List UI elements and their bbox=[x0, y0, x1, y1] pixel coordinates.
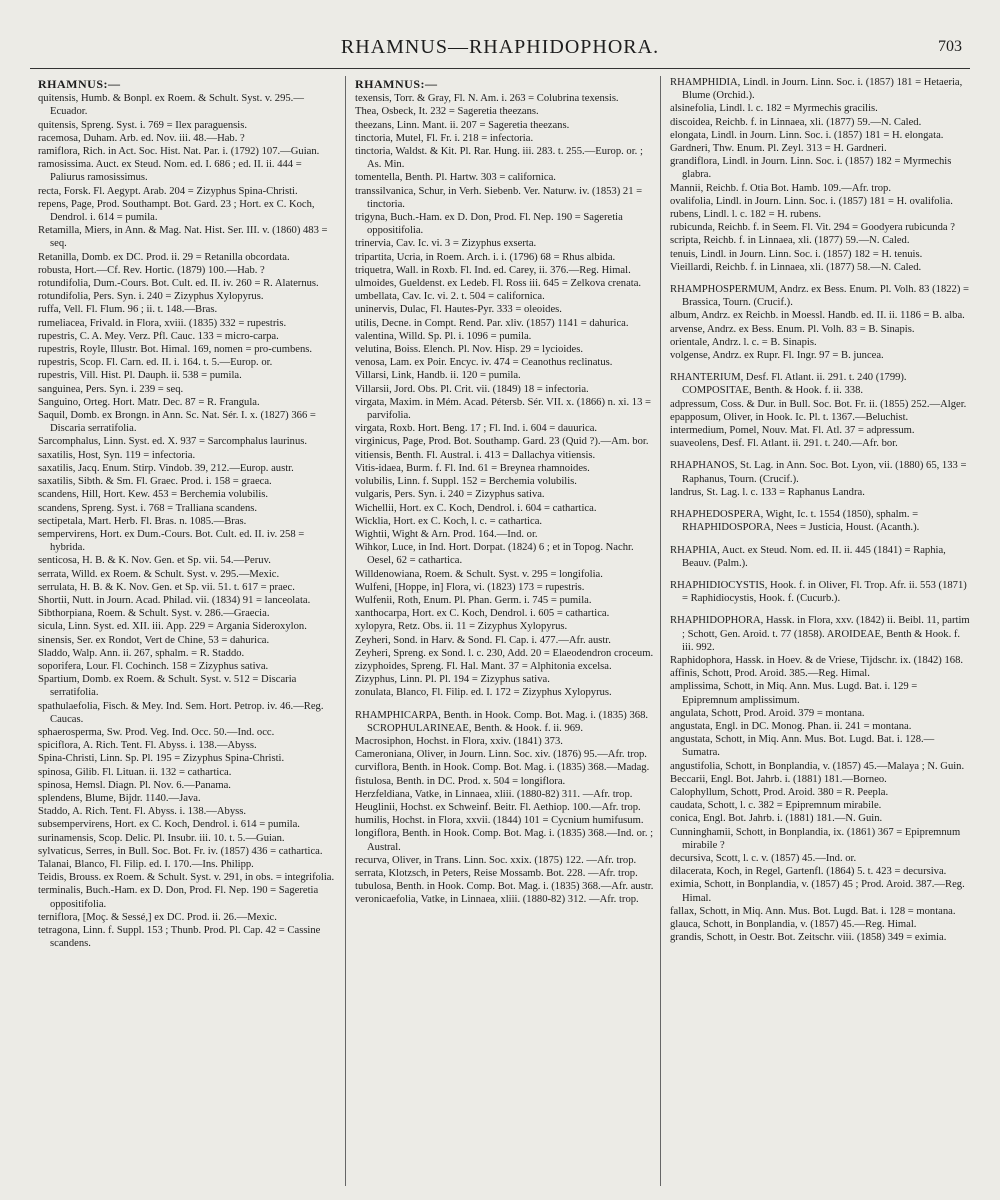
index-entry: affinis, Schott, Prod. Aroid. 385.—Reg. Himal. bbox=[670, 668, 870, 680]
index-entry: RHAMPHIDIA, Lindl. in Journ. Linn. Soc. i. (1857) 181 = Hetaeria, Blume (Orchid.). bbox=[670, 77, 963, 102]
index-entry: sylvaticus, Serres, in Bull. Soc. Bot. Fr. iv. (1857) 436 = cathartica. bbox=[38, 845, 323, 857]
index-entry: Sibthorpiana, Roem. & Schult. Syst. v. 286.—Graecia. bbox=[38, 608, 270, 620]
index-entry: RHAPHIDIOCYSTIS, Hook. f. in Oliver, Fl. Trop. Afr. ii. 553 (1871) = Raphidiocystis, Hook. f. (Cucurb.). bbox=[670, 579, 967, 605]
index-entry: Mannii, Reichb. f. Otia Bot. Hamb. 109.—Afr. trop. bbox=[670, 182, 891, 194]
index-entry: sicula, Linn. Syst. ed. XII. iii. App. 229 = Argania Sideroxylon. bbox=[38, 621, 307, 633]
index-entry: saxatilis, Host, Syn. 119 = infectoria. bbox=[38, 449, 196, 461]
index-entry: Calophyllum, Schott, Prod. Aroid. 380 = R. Peepla. bbox=[670, 786, 889, 798]
index-entry: elongata, Lindl. in Journ. Linn. Soc. i. (1857) 181 = H. elongata. bbox=[670, 129, 944, 141]
index-entry: album, Andrz. ex Reichb. in Moessl. Handb. ed. II. ii. 1186 = B. alba. bbox=[670, 310, 965, 322]
index-entry: Willdenowiana, Roem. & Schult. Syst. v. 295 = longifolia. bbox=[355, 568, 603, 580]
index-entry: serrulata, H. B. & K. Nov. Gen. et Sp. vii. 51. t. 617 = praec. bbox=[38, 581, 295, 593]
page-number: 703 bbox=[938, 38, 962, 55]
index-entry: orientale, Andrz. l. c. = B. Sinapis. bbox=[670, 336, 817, 348]
index-entry: utilis, Decne. in Compt. Rend. Par. xliv. (1857) 1141 = dahurica. bbox=[355, 317, 629, 329]
index-entry: rumeliacea, Frivald. in Flora, xviii. (1835) 332 = rupestris. bbox=[38, 317, 287, 329]
index-entry: scandens, Spreng. Syst. i. 768 = Tralliana scandens. bbox=[38, 502, 258, 514]
section-heading: RHAMNUS:— bbox=[38, 77, 121, 91]
index-entry: zonulata, Blanco, Fl. Filip. ed. I. 172 = Zizyphus Xylopyrus. bbox=[355, 687, 612, 699]
index-entry: terminalis, Buch.-Ham. ex D. Don, Prod. Fl. Nep. 190 = Sageretia oppositifolia. bbox=[38, 885, 319, 910]
index-entry: vulgaris, Pers. Syn. i. 240 = Zizyphus sativa. bbox=[355, 489, 545, 501]
index-entry: splendens, Blume, Bijdr. 1140.—Java. bbox=[38, 792, 201, 804]
index-entry: texensis, Torr. & Gray, Fl. N. Am. i. 263 = Colubrina texensis. bbox=[355, 93, 619, 105]
index-entry: spinosa, Gilib. Fl. Lituan. ii. 132 = cathartica. bbox=[38, 766, 232, 778]
index-entry: saxatilis, Jacq. Enum. Stirp. Vindob. 39, 212.—Europ. austr. bbox=[38, 462, 294, 474]
index-entry: grandis, Schott, in Oestr. Bot. Zeitschr. viii. (1858) 349 = eximia. bbox=[670, 932, 947, 944]
index-entry: Sarcomphalus, Linn. Syst. ed. X. 937 = Sarcomphalus laurinus. bbox=[38, 436, 308, 448]
index-entry: Gardneri, Thw. Enum. Pl. Zeyl. 313 = H. Gardneri. bbox=[670, 143, 887, 155]
index-entry: sinensis, Ser. ex Rondot, Vert de Chine, 53 = dahurica. bbox=[38, 634, 270, 646]
index-entry: ramiflora, Rich. in Act. Soc. Hist. Nat. Par. i. (1792) 107.—Guian. bbox=[38, 146, 320, 158]
index-entry: rubens, Lindl. l. c. 182 = H. rubens. bbox=[670, 209, 822, 221]
index-entry: recurva, Oliver, in Trans. Linn. Soc. xxix. (1875) 122. —Afr. trop. bbox=[355, 854, 637, 866]
index-entry: angustata, Schott, in Miq. Ann. Mus. Bot. Lugd. Bat. i. 128.—Sumatra. bbox=[670, 734, 935, 759]
header-rule bbox=[30, 68, 970, 69]
index-entry: Vitis-idaea, Burm. f. Fl. Ind. 61 = Breynea rhamnoides. bbox=[355, 462, 590, 474]
index-entry: volubilis, Linn. f. Suppl. 152 = Berchemia volubilis. bbox=[355, 476, 577, 488]
index-entry: caudata, Schott, l. c. 382 = Epipremnum mirabile. bbox=[670, 800, 882, 812]
index-entry: Retamilla, Miers, in Ann. & Mag. Nat. Hist. Ser. III. v. (1860) 483 = seq. bbox=[38, 225, 328, 250]
index-entry: xanthocarpa, Hort. ex C. Koch, Dendrol. i. 605 = cathartica. bbox=[355, 608, 610, 620]
index-entry: sphaerosperma, Sw. Prod. Veg. Ind. Occ. 50.—Ind. occ. bbox=[38, 726, 275, 738]
index-entry: valentina, Willd. Sp. Pl. i. 1096 = pumila. bbox=[355, 330, 532, 342]
index-entry: angustata, Engl. in DC. Monog. Phan. ii. 241 = montana. bbox=[670, 720, 912, 732]
index-entry: virgata, Roxb. Hort. Beng. 17 ; Fl. Ind. i. 604 = dauurica. bbox=[355, 423, 598, 435]
index-entry: scripta, Reichb. f. in Linnaea, xli. (1877) 59.—N. Caled. bbox=[670, 235, 910, 247]
index-entry: Saquil, Domb. ex Brongn. in Ann. Sc. Nat. Sér. I. x. (1827) 366 = Discaria serratifolia. bbox=[38, 410, 316, 435]
index-entry: Villarsii, Jord. Obs. Pl. Crit. vii. (1849) 18 = infectoria. bbox=[355, 383, 589, 395]
index-entry: saxatilis, Sibth. & Sm. Fl. Graec. Prod. i. 158 = graeca. bbox=[38, 476, 272, 488]
index-entry: arvense, Andrz. ex Bess. Enum. Pl. Volh. 83 = B. Sinapis. bbox=[670, 323, 915, 335]
index-entry: surinamensis, Scop. Delic. Pl. Insubr. iii. 10. t. 5.—Guian. bbox=[38, 832, 285, 844]
index-entry: Wulfenii, Roth, Enum. Pl. Phan. Germ. i. 745 = pumila. bbox=[355, 594, 592, 606]
index-entry: Wightii, Wight & Arn. Prod. 164.—Ind. or. bbox=[355, 528, 538, 540]
column-left bbox=[38, 76, 338, 1188]
index-entry: intermedium, Pomel, Nouv. Mat. Fl. Atl. 37 = adpressum. bbox=[670, 425, 915, 437]
index-entry: rotundifolia, Dum.-Cours. Bot. Cult. ed. II. iv. 260 = R. Alaternus. bbox=[38, 278, 319, 290]
index-entry: spiciflora, A. Rich. Tent. Fl. Abyss. i. 138.—Abyss. bbox=[38, 740, 257, 752]
index-entry: theezans, Linn. Mant. ii. 207 = Sageretia theezans. bbox=[355, 119, 570, 131]
index-entry: grandiflora, Lindl. in Journ. Linn. Soc. i. (1857) 182 = Myrmechis glabra. bbox=[670, 156, 952, 181]
index-entry: Spina-Christi, Linn. Sp. Pl. 195 = Zizyphus Spina-Christi. bbox=[38, 753, 285, 765]
index-entry: Zeyheri, Spreng. ex Sond. l. c. 230, Add. 20 = Elaeodendron croceum. bbox=[355, 647, 654, 659]
index-entry: zizyphoides, Spreng. Fl. Hal. Mant. 37 = Alphitonia excelsa. bbox=[355, 660, 612, 672]
index-entry: humilis, Hochst. in Flora, xxvii. (1844) 101 = Cycnium humifusum. bbox=[355, 815, 644, 827]
index-entry: tripartita, Ucria, in Roem. Arch. i. i. (1796) 68 = Rhus albida. bbox=[355, 251, 616, 263]
index-entry: Cameroniana, Oliver, in Journ. Linn. Soc. xiv. (1876) 95.—Afr. trop. bbox=[355, 749, 647, 761]
index-entry: rupestris, C. A. Mey. Verz. Pfl. Cauc. 133 = micro-carpa. bbox=[38, 330, 279, 342]
index-entry: rubicunda, Reichb. f. in Seem. Fl. Vit. 294 = Goodyera rubicunda ? bbox=[670, 222, 955, 234]
index-entry: recta, Forsk. Fl. Aegypt. Arab. 204 = Zizyphus Spina-Christi. bbox=[38, 185, 298, 197]
index-entry: repens, Page, Prod. Southampt. Bot. Gard. 23 ; Hort. ex C. Koch, Dendrol. i. 614 = pumila. bbox=[38, 198, 315, 224]
index-entry: volgense, Andrz. ex Rupr. Fl. Ingr. 97 = B. juncea. bbox=[670, 350, 884, 362]
column-middle bbox=[355, 76, 655, 1188]
index-entry: Spartium, Domb. ex Roem. & Schult. Syst. v. 512 = Discaria serratifolia. bbox=[38, 674, 297, 699]
index-entry: umbellata, Cav. Ic. vi. 2. t. 504 = californica. bbox=[355, 291, 545, 303]
index-entry: soporifera, Lour. Fl. Cochinch. 158 = Zizyphus sativa. bbox=[38, 660, 269, 672]
index-entry: fistulosa, Benth. in DC. Prod. x. 504 = longiflora. bbox=[355, 775, 566, 787]
index-entry: spathulaefolia, Fisch. & Mey. Ind. Sem. Hort. Petrop. iv. 46.—Reg. Caucas. bbox=[38, 700, 324, 725]
index-entry: veronicaefolia, Vatke, in Linnaea, xliii. (1880-82) 312. —Afr. trop. bbox=[355, 894, 639, 906]
index-entry: Wicklia, Hort. ex C. Koch, l. c. = cathartica. bbox=[355, 515, 543, 527]
index-entry: Sanguino, Orteg. Hort. Matr. Dec. 87 = R. Frangula. bbox=[38, 396, 260, 408]
index-entry: dilacerata, Koch, in Regel, Gartenfl. (1864) 5. t. 423 = decursiva. bbox=[670, 866, 947, 878]
index-entry: trinervia, Cav. Ic. vi. 3 = Zizyphus exserta. bbox=[355, 238, 537, 250]
index-entry: sanguinea, Pers. Syn. i. 239 = seq. bbox=[38, 383, 184, 395]
index-entry: decursiva, Scott, l. c. v. (1857) 45.—Ind. or. bbox=[670, 852, 857, 864]
index-entry: serrata, Klotzsch, in Peters, Reise Mossamb. Bot. 228. —Afr. trop. bbox=[355, 867, 638, 879]
index-entry: Talanai, Blanco, Fl. Filip. ed. I. 170.—Ins. Philipp. bbox=[38, 858, 254, 870]
index-entry: suaveolens, Desf. Fl. Atlant. ii. 291. t. 240.—Afr. bor. bbox=[670, 438, 898, 450]
index-entry: Teidis, Brouss. ex Roem. & Schult. Syst. v. 291, in obs. = integrifolia. bbox=[38, 872, 335, 884]
index-entry: ovalifolia, Lindl. in Journ. Linn. Soc. i. (1857) 181 = H. ovalifolia. bbox=[670, 195, 953, 207]
index-entry: RHANTERIUM, Desf. Fl. Atlant. ii. 291. t. 240 (1799). COMPOSITAE, Benth. & Hook. f. ii. 338. bbox=[670, 372, 907, 397]
index-entry: RHAPHIA, Auct. ex Steud. Nom. ed. II. ii. 445 (1841) = Raphia, Beauv. (Palm.). bbox=[670, 544, 946, 569]
index-entry: xylopyra, Retz. Obs. ii. 11 = Zizyphus Xylopyrus. bbox=[355, 621, 568, 633]
index-entry: Thea, Osbeck, It. 232 = Sageretia theezans. bbox=[355, 106, 539, 118]
index-entry: tenuis, Lindl. in Journ. Linn. Soc. i. (1857) 182 = H. tenuis. bbox=[670, 248, 923, 260]
index-entry: angustifolia, Schott, in Bonplandia, v. (1857) 45.—Malaya ; N. Guin. bbox=[670, 760, 965, 772]
index-entry: scandens, Hill, Hort. Kew. 453 = Berchemia volubilis. bbox=[38, 489, 269, 501]
index-entry: rupestris, Scop. Fl. Carn. ed. II. i. 164. t. 5.—Europ. or. bbox=[38, 357, 273, 369]
index-entry: glauca, Schott, in Bonplandia, v. (1857) 45.—Reg. Himal. bbox=[670, 918, 917, 930]
column-divider bbox=[660, 76, 661, 1186]
index-entry: landrus, St. Lag. l. c. 133 = Raphanus Landra. bbox=[670, 486, 865, 498]
index-entry: RHAMPHOSPERMUM, Andrz. ex Bess. Enum. Pl. Volh. 83 (1822) = Brassica, Tourn. (Crucif.). bbox=[670, 284, 969, 309]
index-entry: RHAMPHICARPA, Benth. in Hook. Comp. Bot. Mag. i. (1835) 368. SCROPHULARINEAE, Benth. & Hook. f. ii. 969. bbox=[355, 709, 649, 734]
index-entry: curviflora, Benth. in Hook. Comp. Bot. Mag. i. (1835) 368.—Madag. bbox=[355, 762, 650, 774]
index-entry: racemosa, Duham. Arb. ed. Nov. iii. 48.—Hab. ? bbox=[38, 132, 245, 144]
index-entry: adpressum, Coss. & Dur. in Bull. Soc. Bot. Fr. ii. (1855) 252.—Alger. bbox=[670, 398, 967, 410]
index-entry: Heuglinii, Hochst. ex Schweinf. Beitr. Fl. Aethiop. 100.—Afr. trop. bbox=[355, 801, 641, 813]
index-entry: fallax, Schott, in Miq. Ann. Mus. Bot. Lugd. Bat. i. 128 = montana. bbox=[670, 905, 956, 917]
index-entry: RHAPHANOS, St. Lag. in Ann. Soc. Bot. Lyon, vii. (1880) 65, 133 = Raphanus, Tourn. (Crucif.). bbox=[670, 460, 967, 485]
section-heading: RHAMNUS:— bbox=[355, 77, 438, 91]
index-entry: quitensis, Humb. & Bonpl. ex Roem. & Schult. Syst. v. 295.—Ecuador. bbox=[38, 93, 304, 118]
index-entry: Cunninghamii, Schott, in Bonplandia, ix. (1861) 367 = Epipremnum mirabile ? bbox=[670, 826, 961, 851]
index-entry: Wulfeni, [Hoppe, in] Flora, vi. (1823) 173 = rupestris. bbox=[355, 581, 585, 593]
index-entry: Zizyphus, Linn. Pl. Pl. 194 = Zizyphus sativa. bbox=[355, 674, 550, 686]
index-entry: Sladdo, Walp. Ann. ii. 267, sphalm. = R. Staddo. bbox=[38, 647, 245, 659]
index-entry: conica, Engl. Bot. Jahrb. i. (1881) 181.—N. Guin. bbox=[670, 813, 883, 825]
index-entry: sectipetala, Mart. Herb. Fl. Bras. n. 1085.—Bras. bbox=[38, 515, 247, 527]
column-divider bbox=[345, 76, 346, 1186]
index-entry: sempervirens, Hort. ex Dum.-Cours. Bot. Cult. ed. II. iv. 258 = hybrida. bbox=[38, 528, 305, 554]
index-entry: eximia, Schott, in Bonplandia, v. (1857) 45 ; Prod. Aroid. 387.—Reg. Himal. bbox=[670, 879, 965, 904]
column-right bbox=[670, 76, 970, 1188]
index-entry: subsempervirens, Hort. ex C. Koch, Dendrol. i. 614 = pumila. bbox=[38, 819, 300, 831]
index-entry: robusta, Hort.—Cf. Rev. Hortic. (1879) 100.—Hab. ? bbox=[38, 264, 265, 276]
index-entry: rupestris, Vill. Hist. Pl. Dauph. ii. 538 = pumila. bbox=[38, 370, 242, 382]
index-entry: Villarsi, Link, Handb. ii. 120 = pumila. bbox=[355, 370, 521, 382]
index-entry: Macrosiphon, Hochst. in Flora, xxiv. (1841) 373. bbox=[355, 735, 563, 747]
index-entry: Staddo, A. Rich. Tent. Fl. Abyss. i. 138.—Abyss. bbox=[38, 806, 247, 818]
index-entry: spinosa, Hemsl. Diagn. Pl. Nov. 6.—Panama. bbox=[38, 779, 231, 791]
index-entry: terniflora, [Moç. & Sessé,] ex DC. Prod. ii. 26.—Mexic. bbox=[38, 911, 277, 923]
index-entry: RHAPHIDOPHORA, Hassk. in Flora, xxv. (1842) ii. Beibl. 11, partim ; Schott, Gen. Aroid. t. 77 (1858). AROIDEAE, Benth & Hook. f. iii. 992. bbox=[670, 615, 970, 653]
index-entry: tetragona, Linn. f. Suppl. 153 ; Thunb. Prod. Pl. Cap. 42 = Cassine scandens. bbox=[38, 925, 321, 950]
index-entry: rupestris, Royle, Illustr. Bot. Himal. 169, nomen = pro-cumbens. bbox=[38, 344, 313, 356]
index-entry: angulata, Schott, Prod. Aroid. 379 = montana. bbox=[670, 707, 865, 719]
index-entry: vitiensis, Benth. Fl. Austral. i. 413 = Dallachya vitiensis. bbox=[355, 449, 596, 461]
index-entry: Zeyheri, Sond. in Harv. & Sond. Fl. Cap. i. 477.—Afr. austr. bbox=[355, 634, 611, 646]
index-entry: Raphidophora, Hassk. in Hoev. & de Vriese, Tijdschr. ix. (1842) 168. bbox=[670, 654, 964, 666]
index-entry: ruffa, Vell. Fl. Flum. 96 ; ii. t. 148.—Bras. bbox=[38, 304, 218, 316]
index-entry: tomentella, Benth. Pl. Hartw. 303 = californica. bbox=[355, 172, 556, 184]
index-entry: virginicus, Page, Prod. Bot. Southamp. Gard. 23 (Quid ?).—Am. bor. bbox=[355, 436, 649, 448]
index-entry: discoidea, Reichb. f. in Linnaea, xli. (1877) 59.—N. Caled. bbox=[670, 116, 922, 128]
index-entry: ulmoides, Gueldenst. ex Ledeb. Fl. Ross iii. 645 = Zelkova crenata. bbox=[355, 278, 642, 290]
index-entry: amplissima, Schott, in Miq. Ann. Mus. Lugd. Bat. i. 129 = Epipremnum amplissimum. bbox=[670, 681, 918, 706]
index-entry: triquetra, Wall. in Roxb. Fl. Ind. ed. Carey, ii. 376.—Reg. Himal. bbox=[355, 264, 631, 276]
index-entry: tubulosa, Benth. in Hook. Comp. Bot. Mag. i. (1835) 368.—Afr. austr. bbox=[355, 881, 654, 893]
index-entry: velutina, Boiss. Elench. Pl. Nov. Hisp. 29 = lycioides. bbox=[355, 344, 584, 356]
index-entry: uninervis, Dulac, Fl. Hautes-Pyr. 333 = oleoides. bbox=[355, 304, 562, 316]
index-entry: Shortii, Nutt. in Journ. Acad. Philad. vii. (1834) 91 = lanceolata. bbox=[38, 594, 311, 606]
index-entry: Herzfeldiana, Vatke, in Linnaea, xliii. (1880-82) 311. —Afr. trop. bbox=[355, 788, 633, 800]
index-entry: RHAPHEDOSPERA, Wight, Ic. t. 1554 (1850), sphalm. = RHAPHIDOSPORA, Nees = Justicia, Houst. (Acanth.). bbox=[670, 509, 920, 534]
index-entry: virgata, Maxim. in Mém. Acad. Pétersb. Sér. VII. x. (1866) n. xi. 13 = parvifolia. bbox=[355, 396, 651, 422]
index-entry: trigyna, Buch.-Ham. ex D. Don, Prod. Fl. Nep. 190 = Sageretia oppositifolia. bbox=[355, 212, 623, 237]
index-entry: tinctoria, Mutel, Fl. Fr. i. 218 = infectoria. bbox=[355, 132, 534, 144]
index-entry: venosa, Lam. ex Poir. Encyc. iv. 474 = Ceanothus reclinatus. bbox=[355, 357, 613, 369]
running-title: RHAMNUS—RHAPHIDOPHORA. bbox=[340, 36, 660, 58]
index-entry: Retanilla, Domb. ex DC. Prod. ii. 29 = Retanilla obcordata. bbox=[38, 251, 290, 263]
index-entry: Wichellii, Hort. ex C. Koch, Dendrol. i. 604 = cathartica. bbox=[355, 502, 597, 514]
index-entry: tinctoria, Waldst. & Kit. Pl. Rar. Hung. iii. 283. t. 255.—Europ. or. ; As. Min. bbox=[355, 146, 643, 171]
index-entry: quitensis, Spreng. Syst. i. 769 = Ilex paraguensis. bbox=[38, 119, 248, 131]
index-entry: Beccarii, Engl. Bot. Jahrb. i. (1881) 181.—Borneo. bbox=[670, 773, 887, 785]
index-entry: transsilvanica, Schur, in Verh. Siebenb. Ver. Naturw. iv. (1853) 21 = tinctoria. bbox=[355, 185, 643, 210]
page-header bbox=[0, 30, 1000, 62]
index-entry: Wihkor, Luce, in Ind. Hort. Dorpat. (1824) 6 ; et in Topog. Nachr. Oesel, 62 = cathartica. bbox=[355, 542, 634, 567]
index-entry: serrata, Willd. ex Roem. & Schult. Syst. v. 295.—Mexic. bbox=[38, 568, 280, 580]
index-entry: epapposum, Oliver, in Hook. Ic. Pl. t. 1367.—Beluchist. bbox=[670, 411, 909, 423]
index-entry: Vieillardi, Reichb. f. in Linnaea, xli. (1877) 58.—N. Caled. bbox=[670, 261, 922, 273]
index-entry: ramosissima. Auct. ex Steud. Nom. ed. I. 686 ; ed. II. ii. 444 = Paliurus ramosissimus. bbox=[38, 159, 302, 184]
index-entry: rotundifolia, Pers. Syn. i. 240 = Zizyphus Xylopyrus. bbox=[38, 291, 264, 303]
index-entry: alsinefolia, Lindl. l. c. 182 = Myrmechis gracilis. bbox=[670, 103, 878, 115]
index-entry: senticosa, H. B. & K. Nov. Gen. et Sp. vii. 54.—Peruv. bbox=[38, 555, 271, 567]
index-entry: longiflora, Benth. in Hook. Comp. Bot. Mag. i. (1835) 368.—Ind. or. ; Austral. bbox=[355, 828, 654, 853]
